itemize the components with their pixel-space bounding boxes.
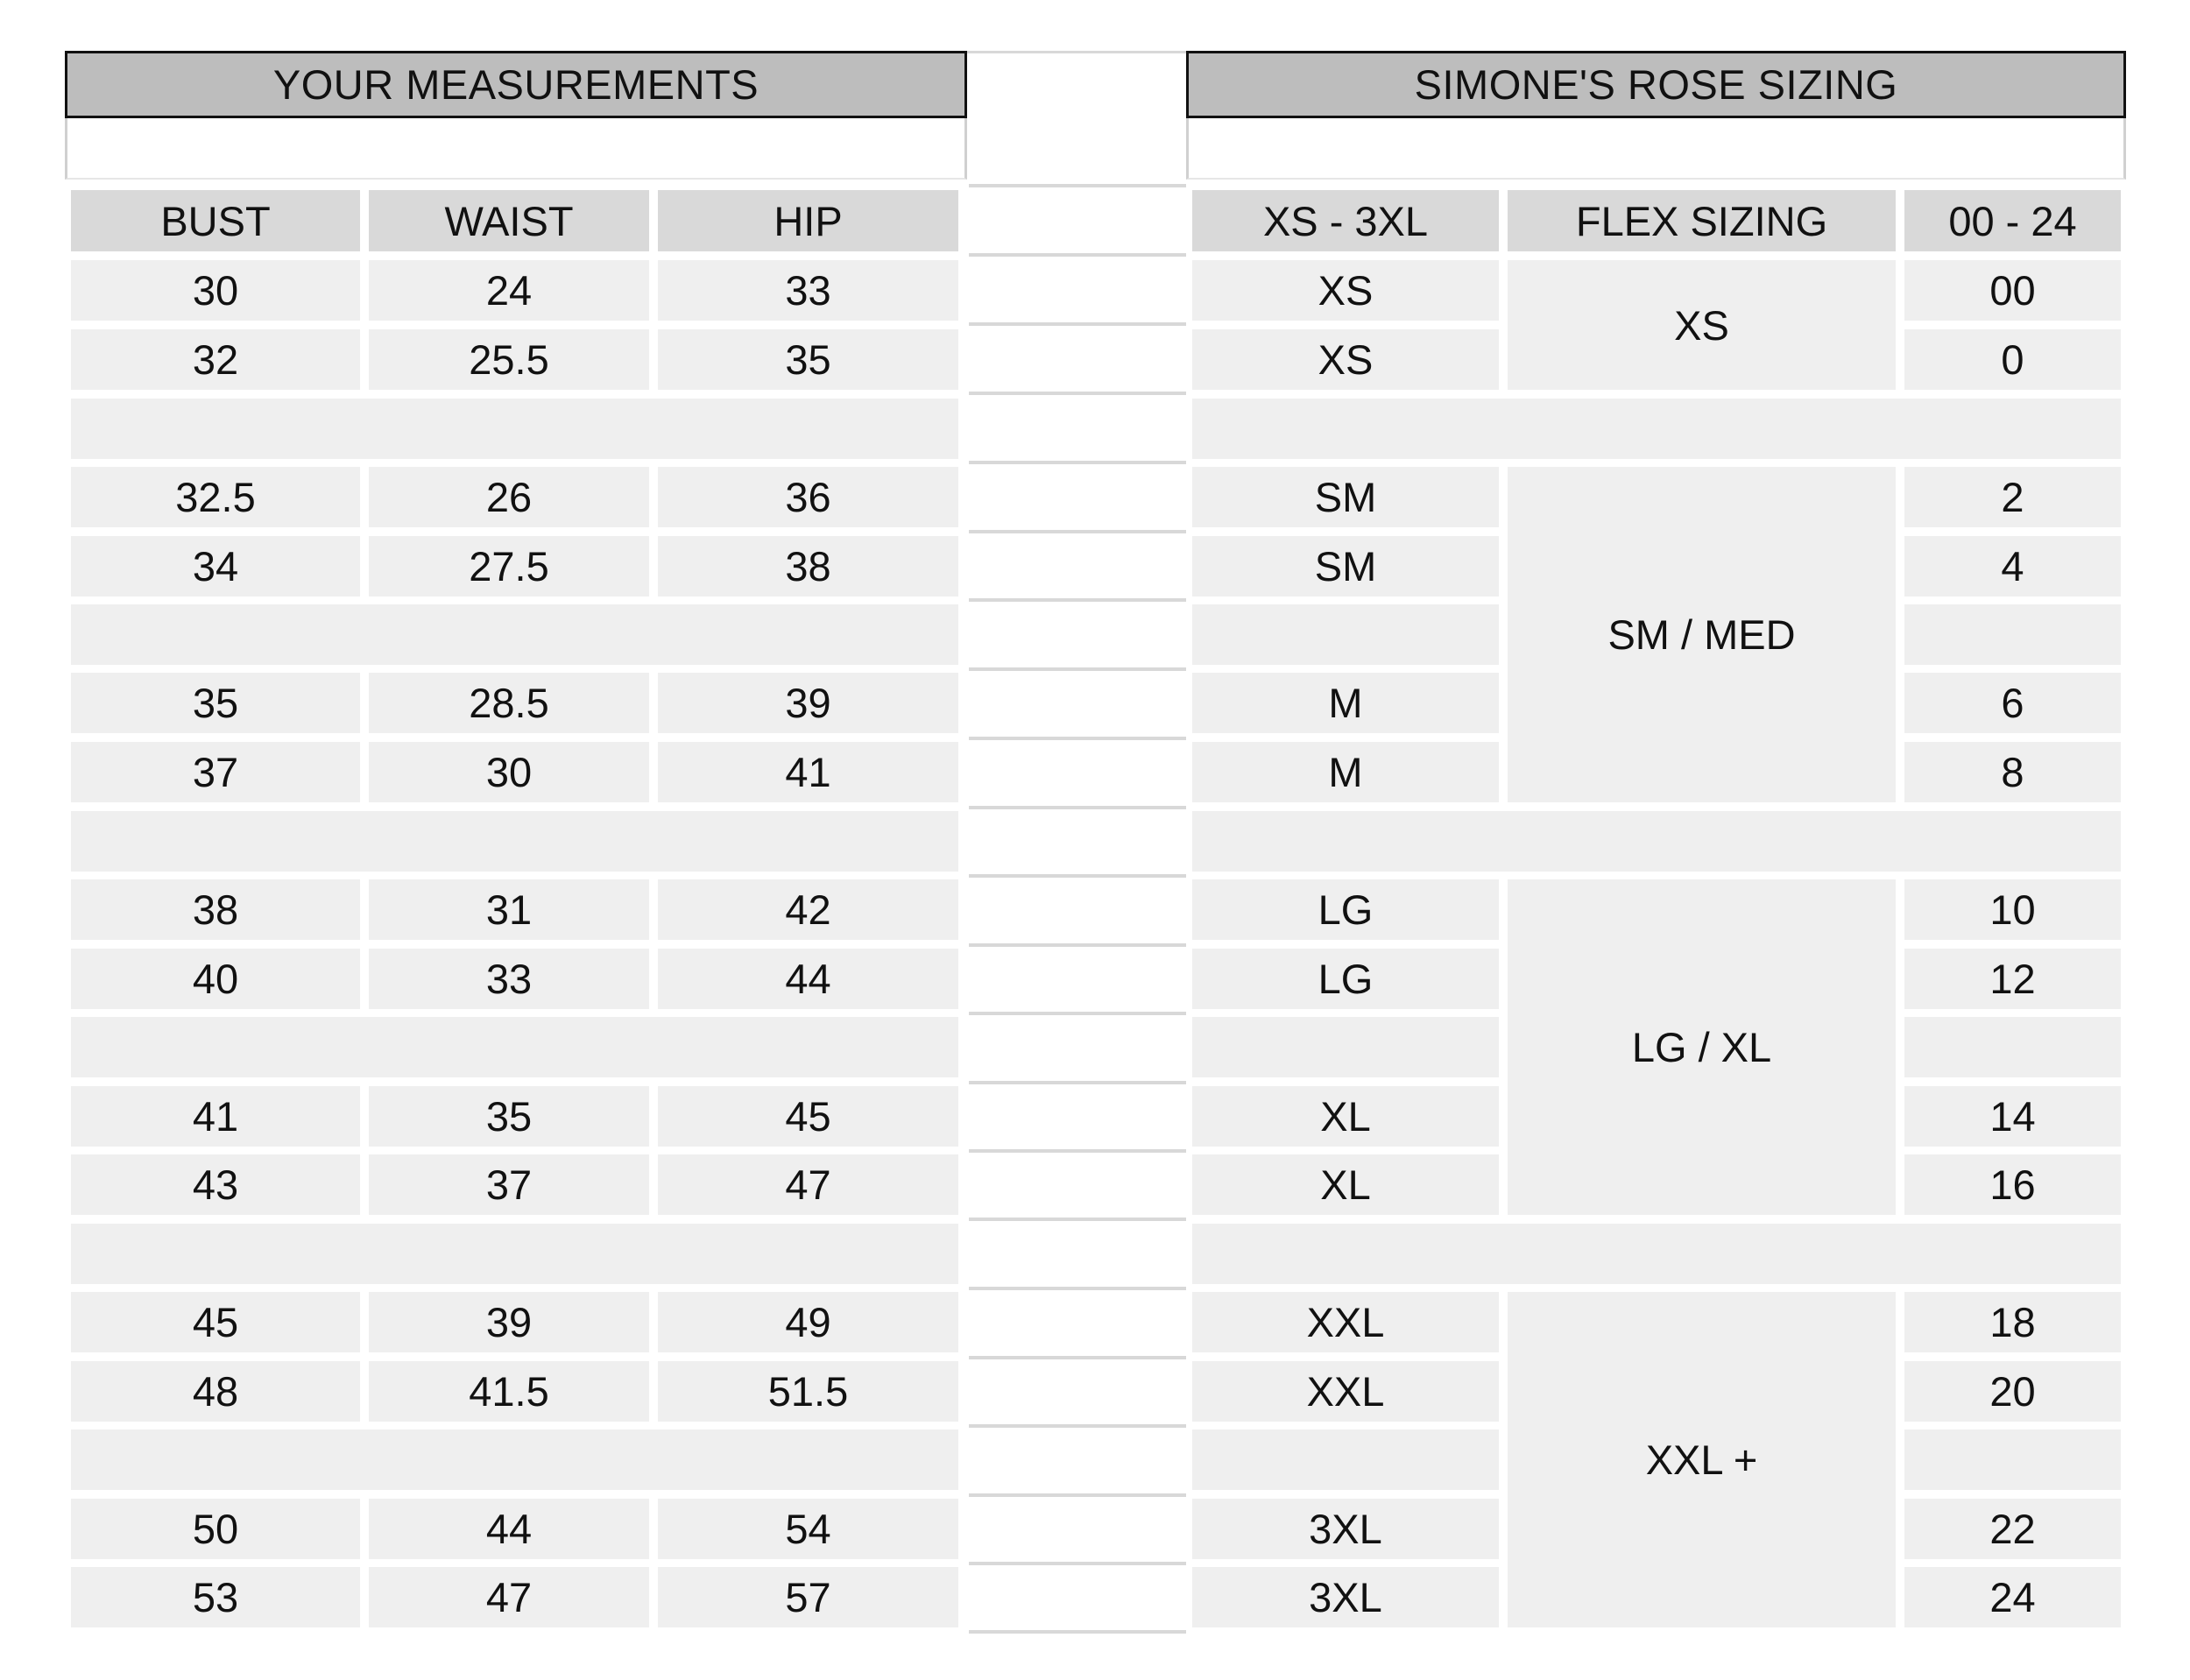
column-header-waist: WAIST	[369, 190, 649, 251]
numeric-size-cell: 8	[1904, 742, 2121, 802]
hip-cell: 38	[658, 536, 958, 596]
spacer-row	[1192, 399, 2121, 459]
bust-cell: 48	[71, 1361, 360, 1422]
flex-size-cell: XS	[1508, 260, 1896, 390]
bust-cell: 34	[71, 536, 360, 596]
letter-size-cell: SM	[1192, 536, 1499, 596]
hip-cell: 33	[658, 260, 958, 321]
hip-cell: 45	[658, 1086, 958, 1147]
gap-separator	[969, 598, 1186, 602]
gap-separator	[969, 1630, 1186, 1634]
blank-cell	[1904, 1017, 2121, 1077]
hip-cell: 47	[658, 1154, 958, 1215]
column-header-bust: BUST	[71, 190, 360, 251]
gap-separator	[969, 1081, 1186, 1084]
spacer-row	[71, 1017, 958, 1077]
gap-separator	[969, 874, 1186, 878]
your-measurements-header: YOUR MEASUREMENTS	[65, 51, 967, 118]
numeric-size-cell: 24	[1904, 1567, 2121, 1627]
hip-cell: 57	[658, 1567, 958, 1627]
numeric-size-cell: 20	[1904, 1361, 2121, 1422]
simones-rose-sizing-header: SIMONE'S ROSE SIZING	[1186, 51, 2126, 118]
divider	[967, 51, 1186, 53]
gap-separator	[969, 667, 1186, 671]
numeric-size-cell: 12	[1904, 949, 2121, 1009]
bust-cell: 53	[71, 1567, 360, 1627]
spacer-row	[71, 1429, 958, 1490]
spacer-row	[1192, 1224, 2121, 1284]
letter-size-cell: XXL	[1192, 1361, 1499, 1422]
numeric-size-cell: 18	[1904, 1292, 2121, 1352]
blank-cell	[1192, 1017, 1499, 1077]
gap-separator	[969, 461, 1186, 464]
hip-cell: 35	[658, 329, 958, 390]
letter-size-cell: XL	[1192, 1086, 1499, 1147]
waist-cell: 27.5	[369, 536, 649, 596]
waist-cell: 28.5	[369, 673, 649, 733]
numeric-size-cell: 14	[1904, 1086, 2121, 1147]
waist-cell: 33	[369, 949, 649, 1009]
bust-cell: 30	[71, 260, 360, 321]
letter-size-cell: LG	[1192, 949, 1499, 1009]
waist-cell: 25.5	[369, 329, 649, 390]
waist-cell: 30	[369, 742, 649, 802]
bust-cell: 41	[71, 1086, 360, 1147]
header-spacer-right	[1186, 118, 2126, 180]
hip-cell: 51.5	[658, 1361, 958, 1422]
hip-cell: 39	[658, 673, 958, 733]
waist-cell: 24	[369, 260, 649, 321]
waist-cell: 47	[369, 1567, 649, 1627]
column-header-hip: HIP	[658, 190, 958, 251]
waist-cell: 41.5	[369, 1361, 649, 1422]
gap-separator	[969, 1493, 1186, 1497]
spacer-row	[71, 604, 958, 665]
gap-separator	[969, 184, 1186, 187]
gap-separator	[969, 1149, 1186, 1153]
bust-cell: 40	[71, 949, 360, 1009]
blank-cell	[1904, 1429, 2121, 1490]
bust-cell: 37	[71, 742, 360, 802]
gap-separator	[969, 1287, 1186, 1290]
numeric-size-cell: 2	[1904, 467, 2121, 527]
waist-cell: 26	[369, 467, 649, 527]
spacer-row	[71, 1224, 958, 1284]
bust-cell: 50	[71, 1499, 360, 1559]
bust-cell: 32.5	[71, 467, 360, 527]
gap-separator	[969, 1424, 1186, 1428]
gap-separator	[969, 392, 1186, 395]
spacer-row	[71, 811, 958, 872]
letter-size-cell: M	[1192, 673, 1499, 733]
gap-separator	[969, 737, 1186, 740]
letter-size-cell: XS	[1192, 260, 1499, 321]
column-header-00-24: 00 - 24	[1904, 190, 2121, 251]
numeric-size-cell: 0	[1904, 329, 2121, 390]
gap-separator	[969, 1218, 1186, 1221]
hip-cell: 44	[658, 949, 958, 1009]
letter-size-cell: M	[1192, 742, 1499, 802]
waist-cell: 37	[369, 1154, 649, 1215]
gap-separator	[969, 1012, 1186, 1015]
letter-size-cell: SM	[1192, 467, 1499, 527]
hip-cell: 42	[658, 879, 958, 940]
numeric-size-cell: 00	[1904, 260, 2121, 321]
header-spacer-left	[65, 118, 967, 180]
spacer-row	[71, 399, 958, 459]
column-header-flex-sizing: FLEX SIZING	[1508, 190, 1896, 251]
numeric-size-cell: 6	[1904, 673, 2121, 733]
gap-separator	[969, 1562, 1186, 1565]
hip-cell: 54	[658, 1499, 958, 1559]
numeric-size-cell: 4	[1904, 536, 2121, 596]
spacer-row	[1192, 811, 2121, 872]
numeric-size-cell: 10	[1904, 879, 2121, 940]
letter-size-cell: LG	[1192, 879, 1499, 940]
bust-cell: 35	[71, 673, 360, 733]
letter-size-cell: XS	[1192, 329, 1499, 390]
waist-cell: 39	[369, 1292, 649, 1352]
waist-cell: 44	[369, 1499, 649, 1559]
blank-cell	[1904, 604, 2121, 665]
letter-size-cell: 3XL	[1192, 1499, 1499, 1559]
flex-size-cell: SM / MED	[1508, 467, 1896, 802]
numeric-size-cell: 22	[1904, 1499, 2121, 1559]
blank-cell	[1192, 604, 1499, 665]
flex-size-cell: LG / XL	[1508, 879, 1896, 1215]
letter-size-cell: XL	[1192, 1154, 1499, 1215]
column-header-xs-3xl: XS - 3XL	[1192, 190, 1499, 251]
gap-separator	[969, 1356, 1186, 1359]
waist-cell: 35	[369, 1086, 649, 1147]
waist-cell: 31	[369, 879, 649, 940]
hip-cell: 36	[658, 467, 958, 527]
numeric-size-cell: 16	[1904, 1154, 2121, 1215]
bust-cell: 43	[71, 1154, 360, 1215]
gap-separator	[969, 253, 1186, 257]
hip-cell: 41	[658, 742, 958, 802]
letter-size-cell: 3XL	[1192, 1567, 1499, 1627]
bust-cell: 45	[71, 1292, 360, 1352]
letter-size-cell: XXL	[1192, 1292, 1499, 1352]
bust-cell: 38	[71, 879, 360, 940]
gap-separator	[969, 943, 1186, 947]
blank-cell	[1192, 1429, 1499, 1490]
flex-size-cell: XXL +	[1508, 1292, 1896, 1627]
gap-separator	[969, 322, 1186, 326]
gap-separator	[969, 806, 1186, 809]
hip-cell: 49	[658, 1292, 958, 1352]
gap-separator	[969, 530, 1186, 533]
bust-cell: 32	[71, 329, 360, 390]
